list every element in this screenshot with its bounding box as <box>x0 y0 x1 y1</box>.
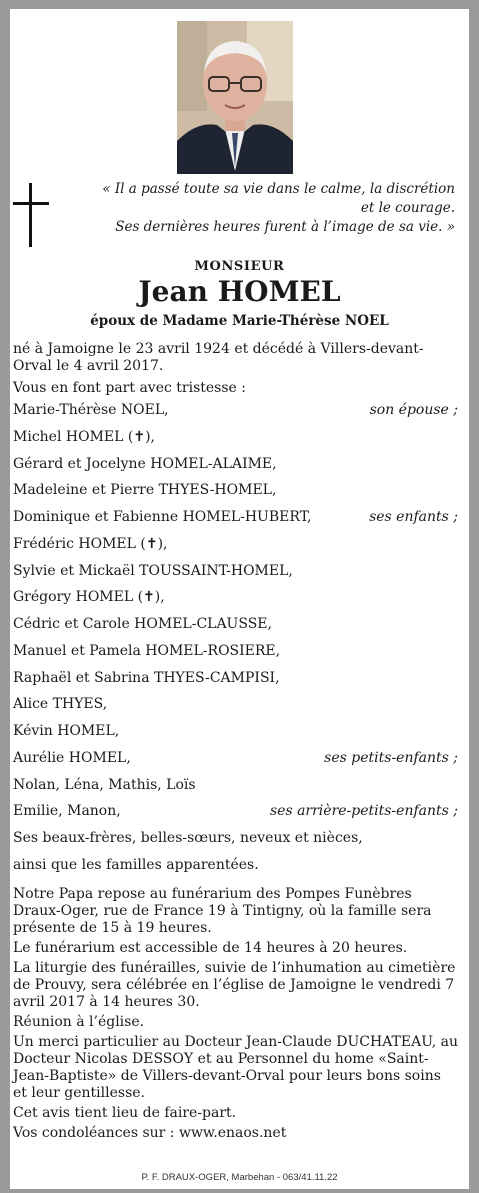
family-member: Sylvie et Mickaël TOUSSAINT-HOMEL, <box>13 562 293 579</box>
family-row <box>13 830 458 857</box>
family-row <box>13 456 458 483</box>
family-row <box>13 536 458 563</box>
family-member: Raphaël et Sabrina THYES-CAMPISI, <box>13 669 280 686</box>
obituary-notice <box>10 9 469 1189</box>
condolences-line: Vos condoléances sur : www.enaos.net <box>13 1124 287 1141</box>
family-row <box>13 482 458 509</box>
thanks-paragraph: Un merci particulier au Docteur Jean-Claude DUCHATEAU, au Docteur Nicolas DESSOY et au Personnel du home «Saint-Jean-Baptiste» de Villers-devant-Orval pour leurs bons soins et leur gentillesse. <box>13 1033 458 1101</box>
family-member: Frédéric HOMEL (✝), <box>13 535 168 552</box>
family-member: ainsi que les familles apparentées. <box>13 856 259 873</box>
notice-body <box>13 341 458 1145</box>
family-member: Nolan, Léna, Mathis, Loïs <box>13 776 196 793</box>
family-row <box>13 402 458 429</box>
deceased-name: Jean HOMEL <box>138 275 341 308</box>
family-row <box>13 750 458 777</box>
repose-paragraph: Notre Papa repose au funérarium des Pompes Funèbres Draux-Oger, rue de France 19 à Tintigny, où la famille sera présente de 15 à 19 heures. <box>13 885 432 936</box>
family-member: Kévin HOMEL, <box>13 723 120 739</box>
family-row <box>13 589 458 616</box>
family-row <box>13 803 458 830</box>
funeral-home-footer: P. F. DRAUX-OGER, Marbehan - 063/41.11.22 <box>141 1172 338 1183</box>
funerarium-hours: Le funérarium est accessible de 14 heures à 20 heures. <box>13 939 408 956</box>
family-member: Emilie, Manon, <box>13 803 121 820</box>
family-member: Manuel et Pamela HOMEL-ROSIERE, <box>13 642 281 659</box>
family-member: Alice THYES, <box>13 696 108 713</box>
family-row <box>13 696 458 723</box>
family-row <box>13 509 458 536</box>
quote-line-3: Ses dernières heures furent à l’image de sa vie. » <box>115 219 455 235</box>
announcement-line: Vous en font part avec tristesse : <box>13 380 246 396</box>
deceased-header <box>10 258 469 331</box>
family-relation: ses petits-enfants ; <box>324 749 458 766</box>
family-member: Cédric et Carole HOMEL-CLAUSSE, <box>13 616 272 632</box>
family-row <box>13 563 458 590</box>
family-row <box>13 777 458 804</box>
family-member: Aurélie HOMEL, <box>13 749 131 766</box>
liturgy-paragraph: La liturgie des funérailles, suivie de l’inhumation au cimetière de Prouvy, sera célébrée en l’église de Jamoigne le vendredi 7 avril 2017 à 14 heures 30. <box>13 959 456 1010</box>
family-member: Madeleine et Pierre THYES-HOMEL, <box>13 482 277 499</box>
portrait-photo <box>177 21 293 174</box>
notice-line: Cet avis tient lieu de faire-part. <box>13 1104 237 1121</box>
cross-icon <box>13 183 49 247</box>
family-relation: ses enfants ; <box>369 509 458 525</box>
family-row <box>13 857 458 884</box>
family-list <box>13 402 458 884</box>
family-member: Grégory HOMEL (✝), <box>13 589 165 606</box>
quote-line-1: « Il a passé toute sa vie dans le calme, la discrétion <box>102 181 455 197</box>
family-relation: son épouse ; <box>369 402 458 418</box>
family-member: Ses beaux-frères, belles-sœurs, neveux et nièces, <box>13 830 363 846</box>
family-row <box>13 723 458 750</box>
meeting-line: Réunion à l’église. <box>13 1013 145 1030</box>
family-row <box>13 616 458 643</box>
family-row <box>13 643 458 670</box>
family-member: Gérard et Jocelyne HOMEL-ALAIME, <box>13 455 277 472</box>
quote-line-2: et le courage. <box>360 200 455 216</box>
family-member: Marie-Thérèse NOEL, <box>13 402 169 418</box>
family-member: Dominique et Fabienne HOMEL-HUBERT, <box>13 509 312 525</box>
family-row <box>13 670 458 697</box>
family-row <box>13 429 458 456</box>
epigraph-quote <box>75 180 455 237</box>
funeral-details <box>13 886 458 1142</box>
family-relation: ses arrière-petits-enfants ; <box>269 803 458 820</box>
family-member: Michel HOMEL (✝), <box>13 428 155 445</box>
birth-death-line: né à Jamoigne le 23 avril 1924 et décédé à Villers-devant-Orval le 4 avril 2017. <box>13 341 424 374</box>
honorific: MONSIEUR <box>194 259 285 274</box>
spouse-line: époux de Madame Marie-Thérèse NOEL <box>90 313 389 329</box>
